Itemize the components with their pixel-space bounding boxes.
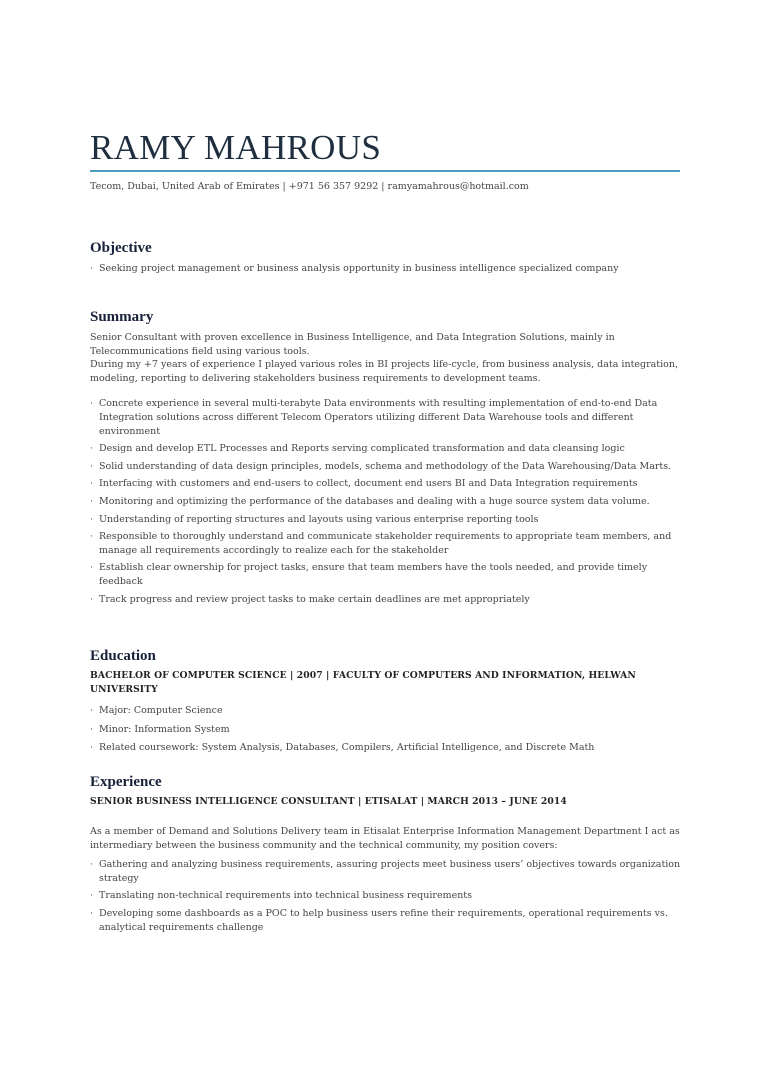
list-item: · Concrete experience in several multi-terabyte Data environments with resulting implementation of end-to-end Data Integration solutions across different Telecom Operators utilizing different Data Warehouse tools and different environment (90, 397, 690, 438)
job-intro: As a member of Demand and Solutions Delivery team in Etisalat Enterprise Information Management Department I act as intermediary between the business community and the technical community, my position covers: (90, 826, 680, 851)
objective-heading: Objective (90, 240, 152, 256)
education-section (90, 646, 690, 755)
list-item: · Solid understanding of data design principles, models, schema and methodology of the Data Warehousing/Data Marts. (90, 460, 690, 474)
education-list (90, 704, 690, 755)
contact-line: Tecom, Dubai, United Arab of Emirates | +971 56 357 9292 | ramyamahrous@hotmail.com (90, 181, 529, 192)
list-item: · Gathering and analyzing business requirements, assuring projects meet business users’ objectives towards organization strategy (90, 858, 690, 885)
list-item: · Interfacing with customers and end-users to collect, document end users BI and Data Integration requirements (90, 477, 690, 491)
list-item: · Track progress and review project tasks to make certain deadlines are met appropriately (90, 593, 690, 607)
header-divider (90, 170, 680, 172)
summary-list (90, 397, 690, 606)
degree-title: BACHELOR OF COMPUTER SCIENCE | 2007 | FACULTY OF COMPUTERS AND INFORMATION, HELWAN UNIVERSITY (90, 670, 636, 695)
job-title: SENIOR BUSINESS INTELLIGENCE CONSULTANT | ETISALAT | MARCH 2013 – JUNE 2014 (90, 796, 567, 807)
summary-section (90, 307, 690, 606)
list-item: · Related coursework: System Analysis, Databases, Compilers, Artificial Intelligence, and Discrete Math (90, 741, 690, 755)
list-item: · Understanding of reporting structures and layouts using various enterprise reporting tools (90, 513, 690, 527)
list-item: · Seeking project management or business analysis opportunity in business intelligence specialized company (90, 262, 690, 276)
list-item: · Minor: Information System (90, 723, 690, 737)
experience-list (90, 858, 690, 934)
experience-heading: Experience (90, 774, 162, 790)
list-item: · Responsible to thoroughly understand and communicate stakeholder requirements to appropriate team members, and manage all requirements accordingly to realize each for the stakeholder (90, 530, 690, 557)
education-heading: Education (90, 648, 156, 664)
list-item: · Monitoring and optimizing the performance of the databases and dealing with a huge source system data volume. (90, 495, 690, 509)
candidate-name: RAMY MAHROUS (90, 128, 382, 167)
summary-paragraph: Senior Consultant with proven excellence in Business Intelligence, and Data Integration Solutions, mainly in Telecommunications field using various tools. (90, 332, 615, 357)
list-item: · Major: Computer Science (90, 704, 690, 718)
list-item: · Design and develop ETL Processes and Reports serving complicated transformation and data cleansing logic (90, 442, 690, 456)
objective-list (90, 262, 690, 276)
objective-section (90, 238, 690, 276)
summary-heading: Summary (90, 309, 154, 325)
list-item: · Developing some dashboards as a POC to help business users refine their requirements, operational requirements vs. analytical requirements challenge (90, 907, 690, 934)
experience-section (90, 772, 690, 934)
list-item: · Establish clear ownership for project tasks, ensure that team members have the tools needed, and provide timely feedback (90, 561, 690, 588)
list-item: · Translating non-technical requirements into technical business requirements (90, 889, 690, 903)
summary-paragraph: During my +7 years of experience I played various roles in BI projects life-cycle, from business analysis, data integration, modeling, reporting to delivering stakeholders business requirements to development teams. (90, 359, 679, 384)
